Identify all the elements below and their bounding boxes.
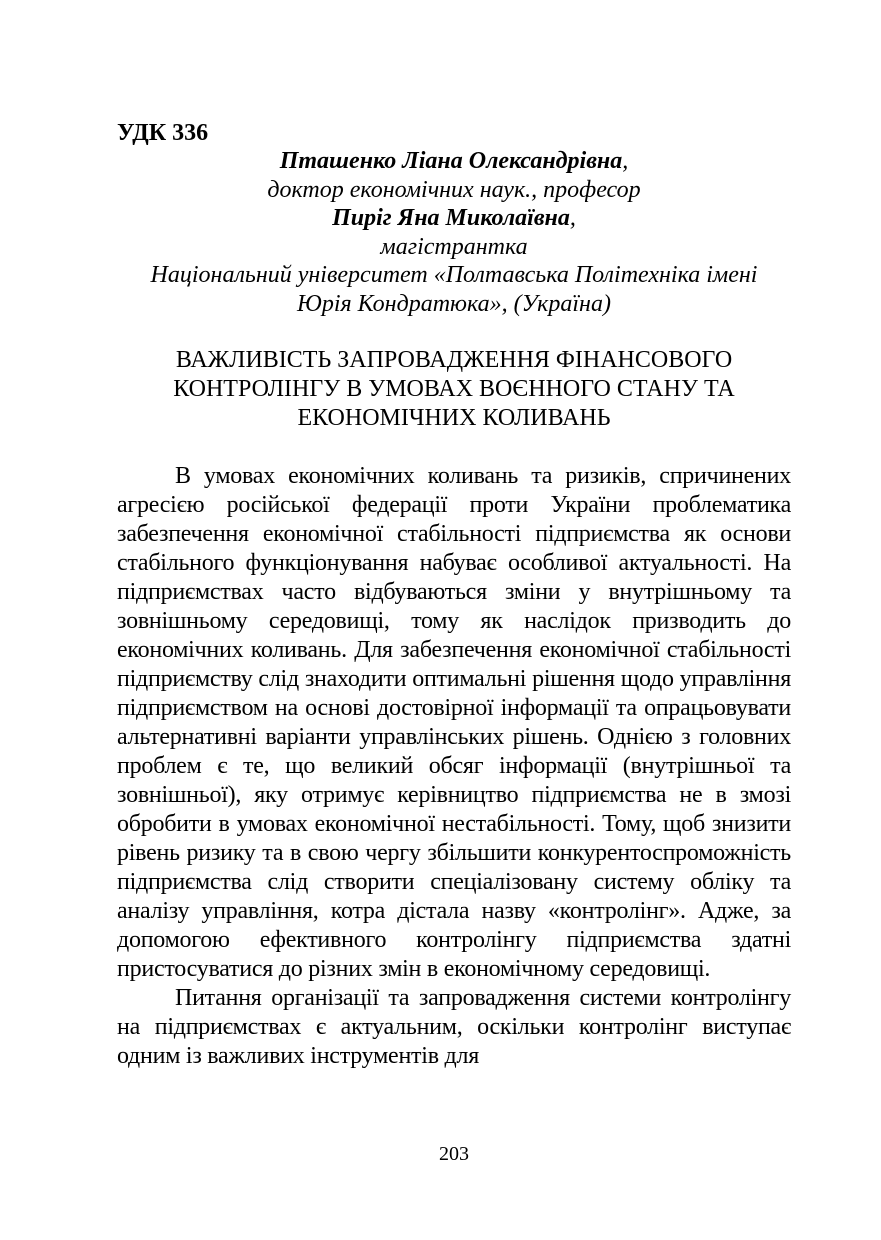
- page-number: 203: [439, 1143, 469, 1165]
- paragraph-1: В умовах економічних коливань та ризиків, спричинених агресією російської федерації проти України проблематика забезпечення економічної стабільності підприємства як основи стабільного функціонування набуває особливої актуальності. На підприємствах часто відбуваються зміни у внутрішньому та зовнішньому середовищі, тому як наслідок призводить до економічних коливань. Для забезпечення економічної стабільності підприємству слід знаходити оптимальні рішення щодо управління підприємством на основі достовірної інформації та опрацьовувати альтернативні варіанти управлінських рішень. Однією з головних проблем є те, що великий обсяг інформації (внутрішньої та зовнішньої), яку отримує керівництво підприємства не в змозі обробити в умовах економічної нестабільності. Тому, щоб знизити рівень ризику та в свою чергу збільшити конкурентоспроможність підприємства слід створити спеціалізовану систему обліку та аналізу управління, котра дістала назву «контролінг». Адже, за допомогою ефективного контролінгу підприємства здатні пристосуватися до різних змін в економічному середовищі.: [117, 463, 791, 982]
- author1-name: Пташенко Ліана Олександрівна: [279, 148, 623, 174]
- body-text: [117, 462, 791, 1071]
- author1-degree: доктор економічних наук., професор: [267, 176, 641, 203]
- paragraph-2: Питання організації та запровадження системи контролінгу на підприємствах є актуальним, оскільки контролінг виступає одним із важливих інструментів для: [117, 985, 791, 1069]
- author1-line: [117, 147, 791, 176]
- title-line-3: ЕКОНОМІЧНИХ КОЛИВАНЬ: [297, 405, 611, 431]
- author2-line: [117, 204, 791, 233]
- title-line-2: КОНТРОЛІНГУ В УМОВАХ ВОЄННОГО СТАНУ ТА: [173, 376, 735, 402]
- author2-position: магістрантка: [380, 233, 528, 260]
- affiliation-line-2: Юрія Кондратюка», (Україна): [297, 290, 611, 317]
- article-title: [117, 346, 791, 433]
- affiliation-line-1: Національний університет «Полтавська Політехніка імені: [150, 262, 758, 289]
- title-line-1: ВАЖЛИВІСТЬ ЗАПРОВАДЖЕННЯ ФІНАНСОВОГО: [175, 347, 733, 373]
- author1-name-suffix: ,: [622, 148, 629, 174]
- udc-code: УДК 336: [117, 120, 209, 146]
- author-block: [117, 147, 791, 319]
- author2-name: Пиріг Яна Миколаївна: [332, 205, 570, 232]
- author2-name-suffix: ,: [569, 205, 576, 232]
